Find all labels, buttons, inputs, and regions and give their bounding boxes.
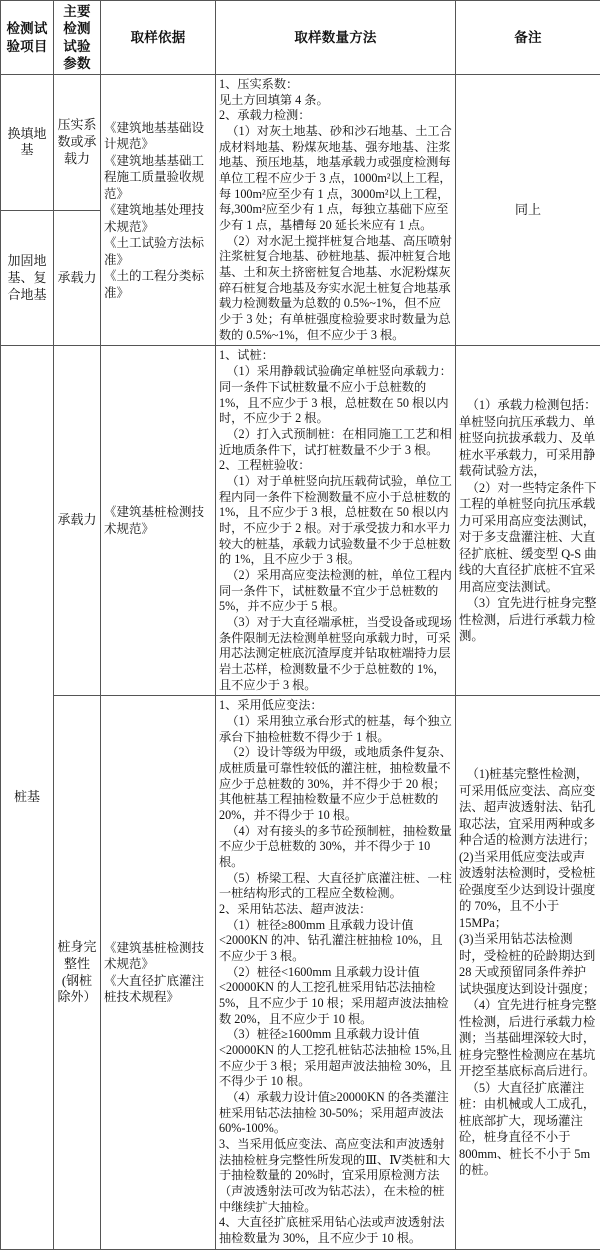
- header-row: [1, 1, 600, 75]
- table-body: [1, 75, 600, 1250]
- method-line: （4）对有接头的多节砼预制桩，抽检数量不应少于总桩数的 30%，并不得少于 10 根。: [219, 824, 452, 871]
- table-row: [1, 346, 600, 696]
- method-line: 2、采用钻芯法、超声波法：: [219, 902, 452, 918]
- table-row: [1, 75, 600, 211]
- note-line: （4）宜先进行桩身完整性检测，后进行承载力检测；当基础埋深较大时，桩身完整性检测应在基坑开挖至基底标高后进行。: [459, 997, 597, 1080]
- method-line: （2）设计等级为甲级，或地质条件复杂、成桩质量可靠性较低的灌注桩，抽检数量不应少于总桩数的 30%，并不得少于 20 根；其他桩基工程抽检数量不应少于总桩数的 20%，并不得少于 10 根。: [219, 745, 452, 823]
- standard-name: 《建筑基桩检测技术规范》: [104, 940, 212, 973]
- cell-param-huantian: 压实系数或承载力: [54, 75, 101, 211]
- cell-item-zhuangji: 桩基: [1, 346, 54, 1249]
- method-line: （1）采用静载试验确定单桩竖向承载力：同一条件下试桩数量不应小于总桩数的 1%，且不应少于 3 根，总桩数在 50 根以内时，不应少于 2 根。: [219, 364, 452, 427]
- note-line: (2)当采用低应变法或声波透射法检测时，受检桩砼强度至少达到设计强度的 70%，且不小于 15MPa；: [459, 849, 597, 932]
- method-line: 1、压实系数：: [219, 77, 452, 93]
- header-basis: 取样依据: [101, 1, 216, 75]
- method-line: （3）桩径≥1600mm 且承载力设计值<20000KN 的人工挖孔桩钻芯法抽检 15%,且不应少于 3 根；采用超声波法抽检 30%，且不得少于 10 根。: [219, 1027, 452, 1090]
- method-line: （1）采用独立承台形式的桩基，每个独立承台下抽检桩数不得少于 1 根。: [219, 714, 452, 745]
- method-line: （2）打入式预制桩：在相同施工工艺和相近地质条件下，试打桩数量不少于 3 根。: [219, 427, 452, 458]
- cell-method-digi: [216, 75, 456, 346]
- cell-method-zhuangji-2: [216, 696, 456, 1250]
- method-line: 2、工程桩验收：: [219, 458, 452, 474]
- note-line: （1)桩基完整性检测，可采用低应变法、高应变法、超声波透射法、钻孔取芯法，宜采用两种或多种合适的检测方法进行；: [459, 766, 597, 849]
- standard-name: 《土工试验方法标准》: [104, 235, 212, 268]
- method-line: 3、当采用低应变法、高应变法和声波透射法抽检桩身完整性所发现的Ⅲ、Ⅳ类桩和大于抽检数量的 20%时，宜采用原检测方法（声波透射法可改为钻芯法），在未检的桩中继续扩大抽检。: [219, 1137, 452, 1215]
- cell-param-zhuangshen: 桩身完整性(钢桩除外）: [54, 696, 101, 1250]
- table-row: [1, 696, 600, 1250]
- method-line: 1、试桩：: [219, 348, 452, 364]
- header-item: 检测试验项目: [1, 1, 54, 75]
- method-line: （4）承载力设计值≥20000KN 的各类灌注桩采用钻芯法抽检 30-50%；采用超声波法60%-100%。: [219, 1090, 452, 1137]
- cell-note-zhuangji-2: [456, 696, 600, 1250]
- cell-note-digi: 同上: [456, 75, 600, 346]
- method-line: （1）对于单桩竖向抗压载荷试验，单位工程内同一条件下检测数量不应小于总桩数的 1%，且不应少于 3 根，总桩数在 50 根以内时，不应少于 2 根。对于承受拔力和水平力较大的桩基，承载力试验数量不少于总桩数的 1%，且不应少于 3 根。: [219, 474, 452, 568]
- table-header: [1, 1, 600, 75]
- note-line: (3)当采用钻芯法检测时，受检桩的砼龄期达到 28 天或预留同条件养护试块强度达到设计强度；: [459, 931, 597, 997]
- method-line: （2）采用高应变法检测的桩，单位工程内同一条件下，试桩数量不宜少于总桩数的 5%，并不应少于 5 根。: [219, 568, 452, 615]
- standard-name: 《建筑地基基础工程施工质量验收规范》: [104, 153, 212, 203]
- method-line: （1）桩径≥800mm 且承载力设计值<2000KN 的冲、钻孔灌注桩抽检 10%，且不应少于 3 根。: [219, 918, 452, 965]
- method-line: （1）对灰土地基、砂和沙石地基、土工合成材料地基、粉煤灰地基、强夯地基、注浆地基、预压地基，地基承载力或强度检测每单位工程不应少于 3 点，1000m²以上工程，每 100m²应至少有 1 点，3000m²以上工程，每,300m²应至少有 1 点，每独立基础下应至少有 1 点，基槽每 20 延长米应有 1 点。: [219, 124, 452, 234]
- cell-param-chengzaili: 承载力: [54, 346, 101, 696]
- cell-basis-zhuangji-1: [101, 346, 216, 696]
- header-method: 取样数量方法: [216, 1, 456, 75]
- method-line: 1、采用低应变法：: [219, 698, 452, 714]
- note-line: （5）大直径扩底灌注桩：由机械或人工成孔，桩底部扩大，现场灌注砼，桩身直径不小于 800mm、桩长不小于 5m 的桩。: [459, 1080, 597, 1179]
- standard-name: 《大直径扩底灌注桩技术规程》: [104, 973, 212, 1006]
- note-line: （1）承载力检测包括：单桩竖向抗压承载力、单桩竖向抗拔承载力、及单桩水平承载力，可采用静载荷试验方法，: [459, 397, 597, 480]
- note-line: （2）对一些特定条件下工程的单桩竖向抗压承载力可采用高应变法测试，对于多支盘灌注桩、大直径扩底桩、缓变型 Q-S 曲线的大直径扩底桩不宜采用高应变法测试。: [459, 480, 597, 596]
- header-note: 备注: [456, 1, 600, 75]
- method-line: 2、承载力检测：: [219, 108, 452, 124]
- method-line: （5）桥梁工程、大直径扩底灌注桩、一柱一桩结构形式的工程应全数检测。: [219, 871, 452, 902]
- standard-name: 《建筑地基处理技术规范》: [104, 202, 212, 235]
- cell-param-jiagu: 承载力: [54, 210, 101, 346]
- cell-note-zhuangji-1: [456, 346, 600, 696]
- standard-name: 《建筑地基基础设计规范》: [104, 120, 212, 153]
- cell-basis-zhuangji-2: [101, 696, 216, 1250]
- note-line: （3）宜先进行桩身完整性检测，后进行承载力检测。: [459, 595, 597, 645]
- cell-basis-digi: [101, 75, 216, 346]
- header-param: 主要检测试验参数: [54, 1, 101, 75]
- method-line: 4、大直径扩底桩采用钻心法或声波透射法抽检数量为 30%，且不应少于 10 根。: [219, 1215, 452, 1246]
- standard-name: 《建筑基桩检测技术规范》: [104, 504, 212, 537]
- cell-item-jiagu: 加固地基、复合地基: [1, 210, 54, 346]
- method-line: 见土方回填第 4 条。: [219, 93, 452, 109]
- method-line: （2）桩径<1600mm 且承载力设计值<20000KN 的人工挖孔桩采用钻芯法抽检 5%，且不应少于 10 根；采用超声波法抽检数 20%，且不应少于 10 根。: [219, 965, 452, 1028]
- method-line: （2）对水泥土搅拌桩复合地基、高压喷射注浆桩复合地基、砂桩地基、振冲桩复合地基、土和灰土挤密桩复合地基、水泥粉煤灰碎石桩复合地基及夯实水泥土桩复合地基承载力检测数量为总数的 0.5%~1%，但不应少于 3 处；有单桩强度检验要求时数量为总数的 0.5%~1%，但不应少于 3 根。: [219, 234, 452, 344]
- cell-method-zhuangji-1: [216, 346, 456, 696]
- cell-item-huantian: 换填地基: [1, 75, 54, 211]
- method-line: （3）对于大直径端承桩，当受设备或现场条件限制无法检测单桩竖向承载力时，可采用芯法测定桩底沉渣厚度并钻取桩端持力层岩土芯样，检测数量不少于总桩数的 1%，且不应少于 3 根。: [219, 615, 452, 693]
- standard-name: 《土的工程分类标准》: [104, 268, 212, 301]
